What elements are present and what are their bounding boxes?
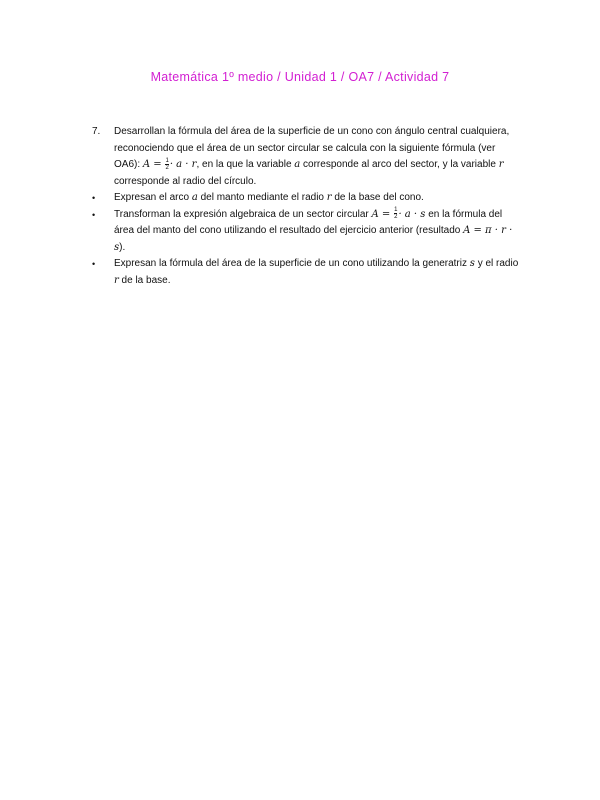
text-segment: Expresan la fórmula del área de la superficie de un cono utilizando la generatriz bbox=[114, 258, 470, 269]
fraction-denominator: 2 bbox=[394, 214, 398, 221]
formula-lhs: A = bbox=[142, 159, 162, 170]
bullet-icon: • bbox=[92, 259, 96, 269]
fraction-numerator: 1 bbox=[165, 157, 169, 164]
bullet-text bbox=[114, 256, 522, 289]
item-text bbox=[114, 124, 522, 190]
text-segment: corresponde al radio del círculo. bbox=[114, 175, 257, 187]
fraction-denominator: 2 bbox=[165, 164, 169, 171]
fraction bbox=[165, 158, 168, 171]
activity-content bbox=[92, 124, 522, 289]
formula-lhs: A = bbox=[371, 208, 391, 220]
variable-a: a bbox=[191, 192, 198, 203]
document-header: Matemática 1º medio / Unidad 1 / OA7 / Actividad 7 bbox=[150, 70, 450, 84]
bullet-item-1 bbox=[92, 190, 522, 207]
variable-a: a bbox=[294, 159, 301, 170]
bullet-text bbox=[114, 207, 522, 257]
variable-r: r bbox=[326, 192, 332, 203]
text-segment: en la fórmula del área del manto del cono utilizando el resultado del ejercicio anterior (resultado bbox=[114, 208, 503, 236]
text-segment: ). bbox=[119, 241, 126, 253]
item-number: 7. bbox=[92, 126, 101, 137]
variable-s: s bbox=[469, 258, 475, 269]
formula-rest: · a · s bbox=[398, 208, 426, 220]
bullet-item-2 bbox=[92, 207, 522, 257]
variable-r: r bbox=[498, 159, 504, 170]
fraction bbox=[394, 207, 397, 220]
bullet-text bbox=[114, 190, 522, 207]
text-segment: de la base del cono. bbox=[331, 192, 424, 203]
text-segment: corresponde al arco del sector, y la variable bbox=[300, 159, 499, 170]
activity-item-7 bbox=[92, 124, 522, 190]
formula-rest: · a · r bbox=[169, 159, 197, 170]
text-segment: Desarrollan la fórmula del área de la superficie de un cono con ángulo central cualquiera, reconociendo que el área de un sector circular se calcula con la siguiente fórmula (ver OA6): bbox=[114, 126, 510, 170]
fraction-numerator: 1 bbox=[394, 207, 398, 214]
variable-r: r bbox=[114, 274, 119, 286]
text-segment: de la base. bbox=[118, 274, 171, 286]
text-segment: del manto mediante el radio bbox=[197, 192, 327, 203]
bullet-icon: • bbox=[92, 193, 96, 203]
text-segment: y el radio bbox=[474, 258, 519, 269]
result-formula: A = π · r · s bbox=[114, 225, 513, 253]
text-segment: Expresan el arco bbox=[114, 192, 192, 203]
text-segment: Transforman la expresión algebraica de un sector circular bbox=[114, 208, 372, 220]
bullet-icon: • bbox=[92, 209, 96, 220]
text-segment: , en la que la variable bbox=[196, 159, 295, 170]
bullet-item-3 bbox=[92, 256, 522, 289]
